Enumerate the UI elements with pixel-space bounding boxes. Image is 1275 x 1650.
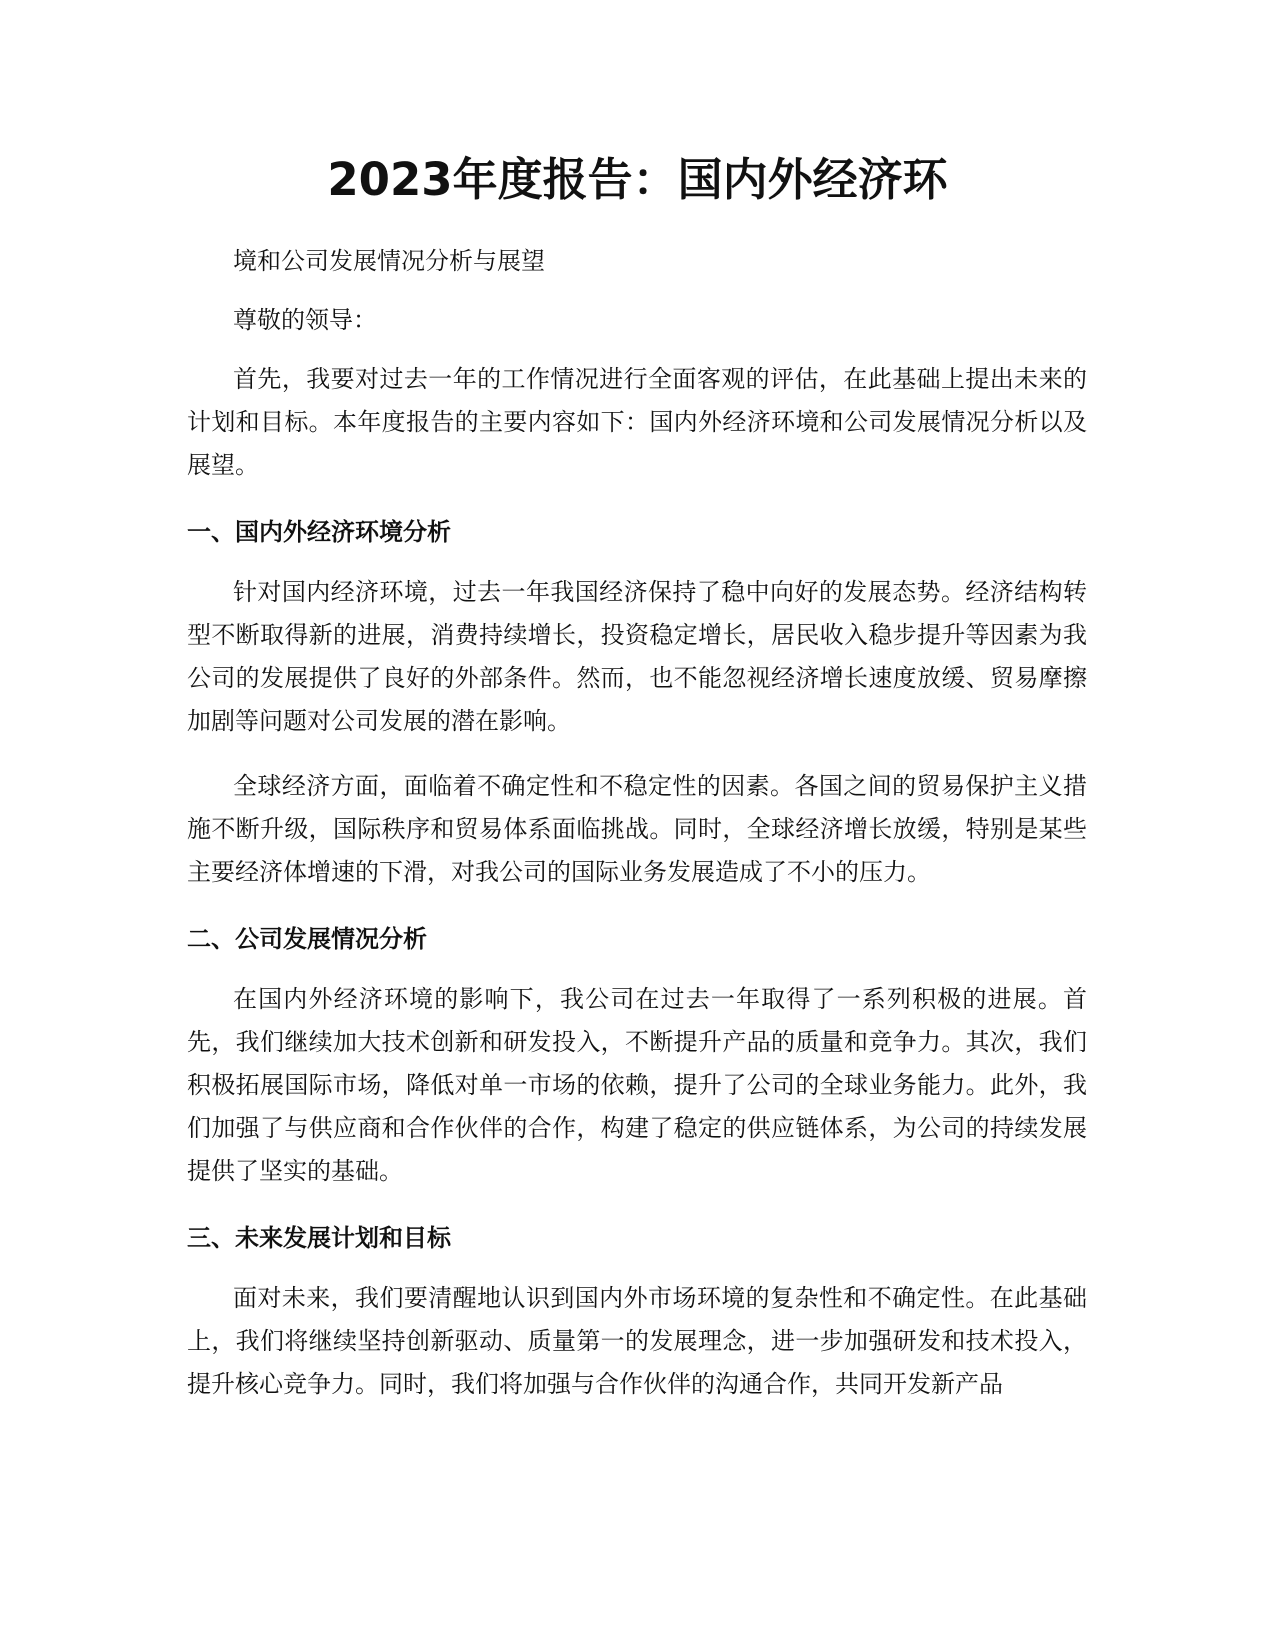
title-continuation: 境和公司发展情况分析与展望 [233,247,545,275]
paragraph: 面对未来，我们要清醒地认识到国内外市场环境的复杂性和不确定性。在此基础上，我们将继续坚持创新驱动、质量第一的发展理念，进一步加强研发和技术投入，提升核心竞争力。同时，我们将加强与合作伙伴的沟通合作，共同开发新产品 [187,1284,1087,1398]
paragraph: 在国内外经济环境的影响下，我公司在过去一年取得了一系列积极的进展。首先，我们继续加大技术创新和研发投入，不断提升产品的质量和竞争力。其次，我们积极拓展国际市场，降低对单一市场的依赖，提升了公司的全球业务能力。此外，我们加强了与供应商和合作伙伴的合作，构建了稳定的供应链体系，为公司的持续发展提供了坚实的基础。 [187,985,1087,1185]
salutation: 尊敬的领导： [233,306,377,334]
paragraph: 针对国内经济环境，过去一年我国经济保持了稳中向好的发展态势。经济结构转型不断取得新的进展，消费持续增长，投资稳定增长，居民收入稳步提升等因素为我公司的发展提供了良好的外部条件。然而，也不能忽视经济增长速度放缓、贸易摩擦加剧等问题对公司发展的潜在影响。 [187,578,1087,735]
intro-paragraph: 首先，我要对过去一年的工作情况进行全面客观的评估，在此基础上提出未来的计划和目标。本年度报告的主要内容如下：国内外经济环境和公司发展情况分析以及展望。 [187,365,1087,479]
section-heading-economy: 一、国内外经济环境分析 [187,518,451,546]
paragraph: 全球经济方面，面临着不确定性和不稳定性的因素。各国之间的贸易保护主义措施不断升级，国际秩序和贸易体系面临挑战。同时，全球经济增长放缓，特别是某些主要经济体增速的下滑，对我公司的国际业务发展造成了不小的压力。 [187,772,1087,886]
section-heading-future: 三、未来发展计划和目标 [187,1224,451,1252]
section-heading-company: 二、公司发展情况分析 [187,925,427,953]
document-title: 2023年度报告：国内外经济环 [327,153,948,206]
document-body [187,240,1087,1428]
